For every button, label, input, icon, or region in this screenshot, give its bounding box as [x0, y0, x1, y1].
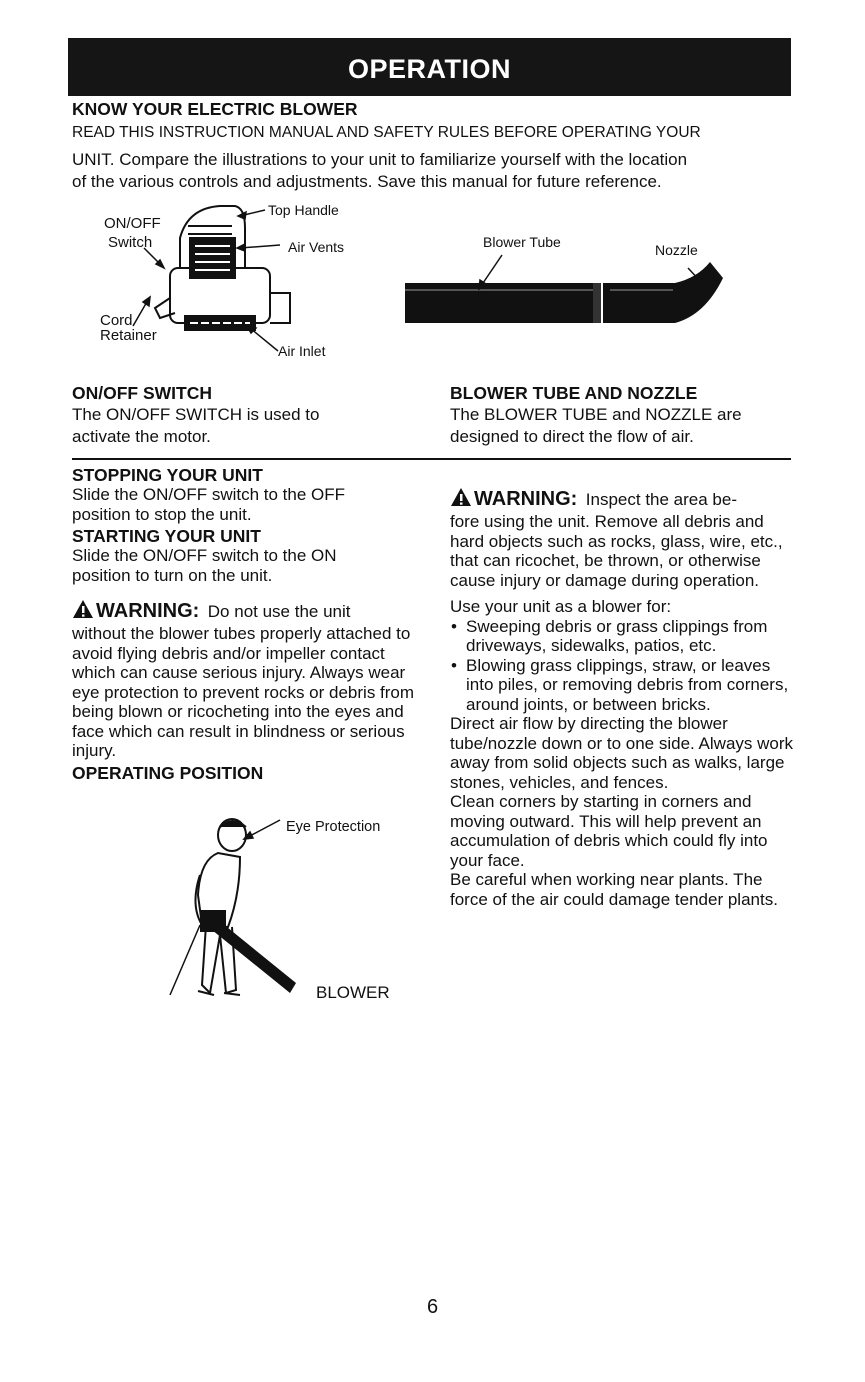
warning-left-text: without the blower tubes properly attached to avoid flying debris and/or impeller contact which can cause serious injury. Always wear eye protection to prevent rocks or debris from being blown or ricocheting into the eyes and face which can result in blindness or serious injury. [72, 624, 415, 760]
on-off-switch-heading: ON/OFF SWITCH [72, 383, 212, 403]
warning-right-header [450, 487, 795, 512]
section-divider [72, 458, 791, 460]
warning-triangle-icon [450, 487, 472, 507]
usage-paragraph-2: Clean corners by starting in corners and moving outward. This will help prevent an accumulation of debris which could fly into your face. [450, 792, 768, 870]
page-number: 6 [426, 1296, 439, 1318]
warning-left-lead: Do not use the unit [207, 602, 351, 621]
usage-paragraph-3: Be careful when working near plants. The force of the air could damage tender plants. [450, 870, 778, 909]
warning-right-lead: Inspect the area be- [585, 490, 737, 509]
starting-text: Slide the ON/OFF switch to the ON position to turn on the unit. [72, 546, 337, 585]
right-column [450, 487, 795, 909]
usage-bullet: • Blowing grass clippings, straw, or leaves into piles, or removing debris from corners, around joints, or between bricks. [450, 656, 795, 715]
usage-paragraph-1: Direct air flow by directing the blower tube/nozzle down or to one side. Always work away from solid objects such as walks, large stones, vehicles, and fences. [450, 714, 794, 792]
left-column [72, 465, 432, 783]
on-off-switch-line-2: activate the motor. [72, 427, 211, 446]
tube-nozzle-illustration [405, 250, 725, 345]
operating-position-heading: OPERATING POSITION [72, 762, 264, 783]
label-on-off: ON/OFF [104, 215, 161, 232]
label-switch: Switch [108, 234, 153, 251]
label-retainer: Retainer [100, 327, 157, 344]
label-blower-tube: Blower Tube [483, 234, 561, 250]
label-air-vents: Air Vents [288, 239, 345, 255]
on-off-switch-line-1: The ON/OFF SWITCH is used to [72, 405, 320, 424]
warning-right-text: fore using the unit. Remove all debris and hard objects such as rocks, glass, wire, etc., that can ricochet, be thrown, or otherwise cause injury or damage during operation. [450, 512, 783, 590]
tube-nozzle-line-2: designed to direct the flow of air. [450, 427, 694, 446]
stopping-heading: STOPPING YOUR UNIT [72, 465, 263, 485]
warning-left-label: WARNING: [96, 600, 200, 622]
label-nozzle: Nozzle [655, 242, 698, 258]
intro-line-2: UNIT. Compare the illustrations to your unit to familiarize yourself with the location [72, 150, 688, 169]
label-top-handle: Top Handle [268, 202, 339, 218]
tube-nozzle-line-1: The BLOWER TUBE and NOZZLE are [450, 405, 742, 424]
usage-bullet: • Sweeping debris or grass clippings from driveways, sidewalks, patios, etc. [450, 617, 795, 656]
operator-illustration [140, 815, 300, 1020]
warning-left-header [72, 599, 432, 624]
tube-nozzle-heading: BLOWER TUBE AND NOZZLE [450, 383, 698, 403]
intro-heading: KNOW YOUR ELECTRIC BLOWER [72, 99, 358, 119]
warning-triangle-icon [72, 599, 94, 619]
label-air-inlet: Air Inlet [278, 343, 326, 359]
label-eye-protection: Eye Protection [286, 819, 381, 835]
section-banner [68, 38, 791, 96]
usage-intro: Use your unit as a blower for: [450, 597, 672, 616]
stopping-text: Slide the ON/OFF switch to the OFF position to stop the unit. [72, 485, 346, 524]
label-cord: Cord [100, 312, 133, 329]
banner-title: OPERATION [347, 54, 511, 84]
starting-heading: STARTING YOUR UNIT [72, 526, 261, 546]
usage-bullet-list [450, 617, 795, 715]
intro-line-3: of the various controls and adjustments. Save this manual for future reference. [72, 172, 662, 191]
warning-right-label: WARNING: [474, 488, 578, 510]
intro-line-1: READ THIS INSTRUCTION MANUAL AND SAFETY RULES BEFORE OPERATING YOUR [72, 124, 701, 141]
label-blower: BLOWER [316, 983, 390, 1002]
